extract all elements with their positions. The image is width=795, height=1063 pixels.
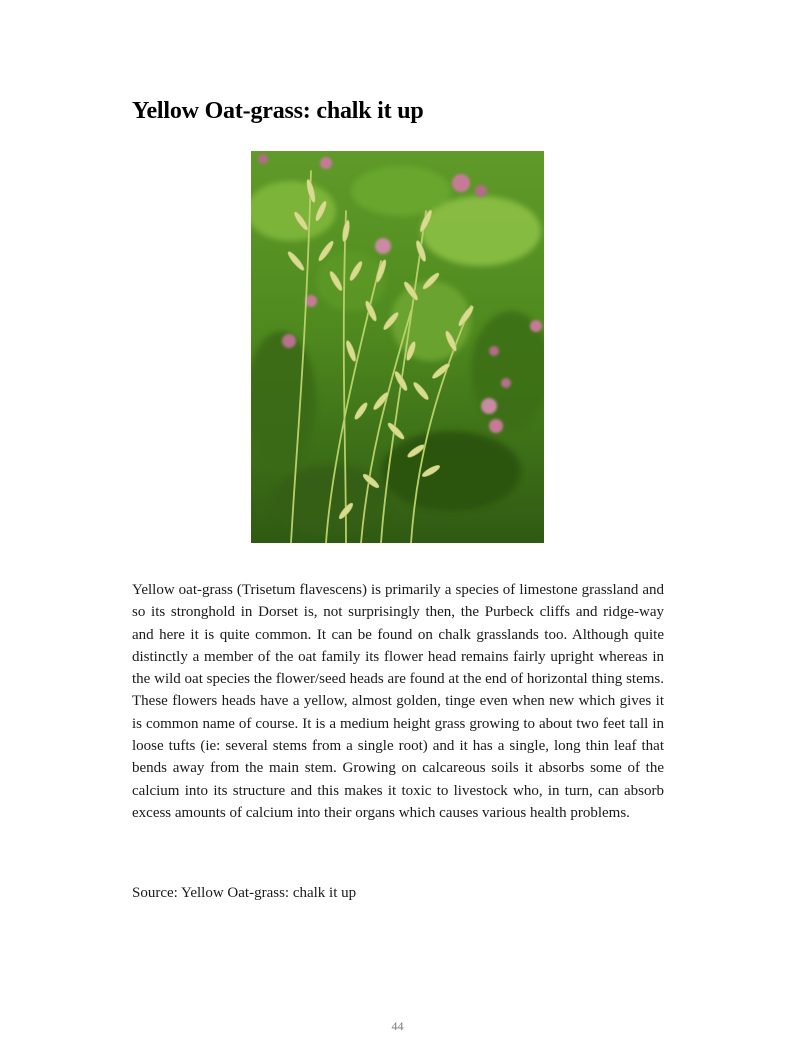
page-title: Yellow Oat-grass: chalk it up [132, 98, 424, 124]
yellow-oat-grass-photo [251, 151, 544, 543]
body-paragraph: Yellow oat-grass (Trisetum flavescens) is primarily a species of limestone grassland and so its stronghold in Dorset is, not surprisingly then, the Purbeck cliffs and ridge-way and here it is quite common. It can be found on chalk grasslands too. Although quite distinctly a member of the oat family its flower head remains fairly upright whereas in the wild oat species the flower/seed heads are found at the end of horizontal thing stems. These flowers heads have a yellow, almost golden, tinge even when new which gives it is common name of course. It is a medium height grass growing to about two feet tall in loose tufts (ie: several stems from a single root) and it has a single, long thin leaf that bends away from the main stem. Growing on calcareous soils it absorbs some of the calcium into its structure and this makes it toxic to livestock who, in turn, can absorb excess amounts of calcium into their organs which causes various health problems. [132, 582, 664, 821]
page-number: 44 [391, 1019, 404, 1033]
source-line: Source: Yellow Oat-grass: chalk it up [132, 885, 357, 901]
